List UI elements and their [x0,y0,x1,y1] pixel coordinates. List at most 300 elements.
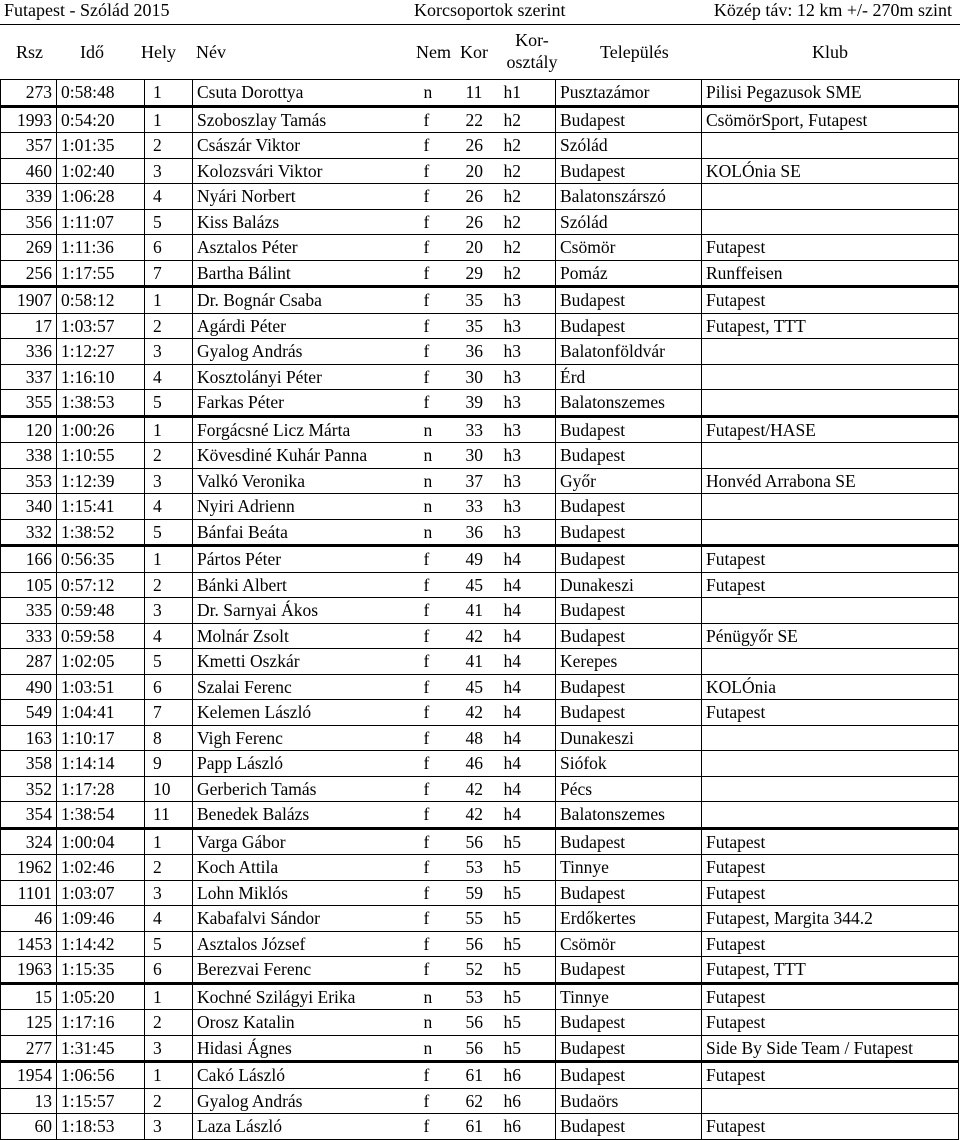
cell-sex: n [418,80,458,106]
cell-time: 0:59:58 [57,623,145,649]
cell-time: 1:02:40 [57,158,145,184]
cell-club: Futapest [702,700,959,726]
cell-place: 4 [145,906,193,932]
cell-club [702,209,959,235]
cell-place: 5 [145,931,193,957]
cell-place: 1 [145,983,193,1010]
cell-category: h4 [500,572,556,598]
cell-club [702,339,959,365]
cell-time: 1:09:46 [57,906,145,932]
cell-club: Futapest [702,1114,959,1140]
cell-category: h6 [500,1062,556,1089]
table-row [1,751,959,777]
cell-club: Futapest [702,1062,959,1089]
cell-age: 55 [458,906,500,932]
cell-club [702,390,959,417]
cell-age: 62 [458,1088,500,1114]
cell-sex: f [418,260,458,287]
cell-rsz: 125 [1,1010,57,1036]
cell-sex: f [418,674,458,700]
cell-rsz: 357 [1,133,57,159]
cell-name: Agárdi Péter [193,313,418,339]
cell-age: 42 [458,776,500,802]
table-row [1,133,959,159]
cell-club: Futapest [702,828,959,855]
cell-time: 1:11:36 [57,235,145,261]
cell-time: 0:56:35 [57,546,145,573]
cell-name: Dr. Bognár Csaba [193,287,418,314]
cell-age: 42 [458,700,500,726]
table-row [1,674,959,700]
cell-name: Forgácsné Licz Márta [193,416,418,443]
cell-sex: f [418,828,458,855]
cell-time: 1:38:54 [57,802,145,829]
cell-time: 1:15:35 [57,957,145,984]
cell-name: Benedek Balázs [193,802,418,829]
cell-name: Laza László [193,1114,418,1140]
cell-sex: f [418,931,458,957]
cell-sex: f [418,751,458,777]
cell-category: h6 [500,1088,556,1114]
cell-time: 1:03:51 [57,674,145,700]
cell-rsz: 269 [1,235,57,261]
cell-club: Futapest/HASE [702,416,959,443]
cell-category: h3 [500,443,556,469]
cell-sex: f [418,546,458,573]
cell-time: 1:04:41 [57,700,145,726]
table-row [1,468,959,494]
cell-club: Futapest [702,572,959,598]
cell-sex: n [418,494,458,520]
cell-name: Bánfai Beáta [193,519,418,546]
cell-rsz: 333 [1,623,57,649]
cell-place: 5 [145,519,193,546]
cell-age: 30 [458,364,500,390]
cell-town: Budapest [556,598,702,624]
cell-time: 1:17:16 [57,1010,145,1036]
cell-place: 6 [145,674,193,700]
cell-town: Pécs [556,776,702,802]
cell-rsz: 277 [1,1035,57,1062]
cell-name: Cakó László [193,1062,418,1089]
cell-place: 5 [145,649,193,675]
cell-time: 0:58:48 [57,80,145,106]
cell-club [702,725,959,751]
cell-rsz: 335 [1,598,57,624]
cell-rsz: 120 [1,416,57,443]
cell-town: Tinnye [556,855,702,881]
cell-club: Futapest, Margita 344.2 [702,906,959,932]
table-row [1,80,959,106]
cell-place: 1 [145,828,193,855]
cell-category: h5 [500,906,556,932]
cell-name: Gerberich Tamás [193,776,418,802]
cell-rsz: 1907 [1,287,57,314]
cell-time: 1:10:55 [57,443,145,469]
cell-place: 3 [145,158,193,184]
cell-time: 1:15:41 [57,494,145,520]
cell-category: h5 [500,880,556,906]
cell-rsz: 13 [1,1088,57,1114]
cell-age: 41 [458,598,500,624]
cell-club: Futapest, TTT [702,313,959,339]
cell-club [702,519,959,546]
cell-sex: f [418,572,458,598]
cell-age: 42 [458,623,500,649]
cell-name: Kochné Szilágyi Erika [193,983,418,1010]
sort-title: Korcsoportok szerint [414,0,566,20]
cell-time: 0:58:12 [57,287,145,314]
cell-town: Budapest [556,828,702,855]
cell-town: Budapest [556,106,702,133]
cell-place: 7 [145,260,193,287]
cell-town: Budapest [556,700,702,726]
cell-age: 46 [458,751,500,777]
cell-sex: f [418,906,458,932]
cell-age: 42 [458,802,500,829]
cell-time: 1:38:52 [57,519,145,546]
cell-club: Futapest [702,546,959,573]
col-header-klub: Klub [812,42,848,62]
cell-category: h2 [500,158,556,184]
cell-sex: f [418,649,458,675]
cell-name: Kmetti Oszkár [193,649,418,675]
cell-name: Szalai Ferenc [193,674,418,700]
cell-name: Berezvai Ferenc [193,957,418,984]
cell-name: Csuta Dorottya [193,80,418,106]
cell-age: 30 [458,443,500,469]
col-header-nem: Nem [416,42,451,62]
cell-club [702,649,959,675]
table-row [1,390,959,417]
cell-place: 2 [145,855,193,881]
cell-name: Valkó Veronika [193,468,418,494]
cell-town: Dunakeszi [556,572,702,598]
cell-club: Futapest [702,287,959,314]
results-table [0,80,959,1140]
cell-sex: n [418,519,458,546]
table-row [1,209,959,235]
cell-age: 56 [458,1035,500,1062]
cell-age: 36 [458,339,500,365]
cell-category: h5 [500,983,556,1010]
cell-time: 1:31:45 [57,1035,145,1062]
table-row [1,776,959,802]
cell-town: Balatonföldvár [556,339,702,365]
col-header-telepules: Település [600,42,669,62]
cell-age: 37 [458,468,500,494]
cell-age: 56 [458,1010,500,1036]
cell-rsz: 287 [1,649,57,675]
table-row [1,802,959,829]
table-row [1,725,959,751]
cell-town: Érd [556,364,702,390]
cell-name: Dr. Sarnyai Ákos [193,598,418,624]
cell-rsz: 356 [1,209,57,235]
cell-place: 10 [145,776,193,802]
cell-sex: f [418,623,458,649]
cell-club: Side By Side Team / Futapest [702,1035,959,1062]
cell-time: 1:00:26 [57,416,145,443]
cell-club: Futapest [702,235,959,261]
table-row [1,1035,959,1062]
cell-place: 1 [145,546,193,573]
cell-club: CsömörSport, Futapest [702,106,959,133]
cell-category: h4 [500,776,556,802]
cell-age: 26 [458,184,500,210]
cell-age: 49 [458,546,500,573]
cell-name: Koch Attila [193,855,418,881]
cell-age: 52 [458,957,500,984]
cell-sex: f [418,725,458,751]
cell-club: KOLÓnia SE [702,158,959,184]
cell-age: 35 [458,313,500,339]
cell-club [702,598,959,624]
cell-town: Győr [556,468,702,494]
cell-rsz: 358 [1,751,57,777]
cell-category: h6 [500,1114,556,1140]
cell-name: Kosztolányi Péter [193,364,418,390]
cell-category: h3 [500,519,556,546]
cell-sex: n [418,1035,458,1062]
cell-sex: f [418,364,458,390]
cell-age: 35 [458,287,500,314]
cell-category: h5 [500,957,556,984]
cell-age: 26 [458,209,500,235]
cell-name: Szoboszlay Tamás [193,106,418,133]
cell-category: h5 [500,1035,556,1062]
cell-time: 1:12:39 [57,468,145,494]
cell-category: h4 [500,802,556,829]
cell-age: 41 [458,649,500,675]
cell-age: 20 [458,235,500,261]
cell-time: 1:14:42 [57,931,145,957]
cell-age: 59 [458,880,500,906]
cell-time: 1:03:07 [57,880,145,906]
cell-town: Dunakeszi [556,725,702,751]
table-row [1,546,959,573]
cell-category: h4 [500,649,556,675]
cell-town: Budapest [556,1010,702,1036]
cell-time: 1:05:20 [57,983,145,1010]
cell-town: Csömör [556,235,702,261]
cell-rsz: 256 [1,260,57,287]
column-header-row [0,24,960,80]
cell-club: KOLÓnia [702,674,959,700]
cell-town: Budapest [556,443,702,469]
cell-age: 45 [458,572,500,598]
cell-club [702,802,959,829]
table-row [1,416,959,443]
cell-rsz: 46 [1,906,57,932]
cell-sex: n [418,468,458,494]
cell-rsz: 460 [1,158,57,184]
cell-town: Balatonszemes [556,802,702,829]
cell-name: Varga Gábor [193,828,418,855]
cell-time: 1:10:17 [57,725,145,751]
cell-sex: f [418,776,458,802]
cell-town: Balatonszemes [556,390,702,417]
cell-time: 0:59:48 [57,598,145,624]
cell-rsz: 273 [1,80,57,106]
cell-name: Orosz Katalin [193,1010,418,1036]
table-row [1,957,959,984]
cell-rsz: 1954 [1,1062,57,1089]
table-row [1,1088,959,1114]
table-row [1,623,959,649]
cell-category: h3 [500,287,556,314]
cell-sex: f [418,700,458,726]
table-row [1,598,959,624]
cell-rsz: 60 [1,1114,57,1140]
cell-category: h4 [500,598,556,624]
cell-sex: f [418,158,458,184]
cell-town: Budapest [556,1062,702,1089]
cell-town: Budaörs [556,1088,702,1114]
cell-town: Kerepes [556,649,702,675]
cell-category: h4 [500,674,556,700]
cell-rsz: 1101 [1,880,57,906]
cell-club: Honvéd Arrabona SE [702,468,959,494]
cell-town: Budapest [556,1035,702,1062]
cell-town: Budapest [556,880,702,906]
cell-sex: n [418,1010,458,1036]
cell-category: h2 [500,133,556,159]
table-row [1,828,959,855]
cell-age: 53 [458,855,500,881]
cell-time: 1:17:28 [57,776,145,802]
table-row [1,519,959,546]
cell-category: h5 [500,855,556,881]
table-row [1,1114,959,1140]
cell-category: h4 [500,623,556,649]
cell-sex: f [418,598,458,624]
cell-sex: n [418,416,458,443]
table-row [1,983,959,1010]
cell-age: 20 [458,158,500,184]
cell-sex: f [418,957,458,984]
col-header-rsz: Rsz [16,42,43,62]
cell-place: 9 [145,751,193,777]
cell-age: 56 [458,828,500,855]
cell-category: h1 [500,80,556,106]
cell-town: Tinnye [556,983,702,1010]
cell-age: 33 [458,416,500,443]
cell-category: h3 [500,313,556,339]
cell-rsz: 352 [1,776,57,802]
cell-category: h3 [500,364,556,390]
cell-place: 4 [145,494,193,520]
cell-age: 48 [458,725,500,751]
cell-town: Budapest [556,1114,702,1140]
cell-name: Bartha Bálint [193,260,418,287]
cell-time: 1:12:27 [57,339,145,365]
cell-category: h2 [500,106,556,133]
cell-category: h3 [500,416,556,443]
cell-rsz: 166 [1,546,57,573]
cell-town: Pusztazámor [556,80,702,106]
table-row [1,931,959,957]
cell-town: Budapest [556,416,702,443]
cell-place: 6 [145,957,193,984]
cell-club: Futapest [702,931,959,957]
table-row [1,287,959,314]
cell-club [702,133,959,159]
cell-time: 1:06:28 [57,184,145,210]
cell-club: Futapest [702,880,959,906]
cell-name: Kolozsvári Viktor [193,158,418,184]
cell-age: 53 [458,983,500,1010]
table-row [1,572,959,598]
cell-age: 45 [458,674,500,700]
cell-name: Nyiri Adrienn [193,494,418,520]
cell-town: Budapest [556,519,702,546]
cell-sex: f [418,855,458,881]
cell-sex: f [418,1114,458,1140]
cell-time: 1:00:04 [57,828,145,855]
cell-place: 4 [145,623,193,649]
cell-club [702,751,959,777]
cell-place: 7 [145,700,193,726]
cell-category: h2 [500,260,556,287]
cell-rsz: 1962 [1,855,57,881]
distance-title: Közép táv: 12 km +/- 270m szint [713,0,952,20]
cell-name: Hidasi Ágnes [193,1035,418,1062]
cell-sex: f [418,133,458,159]
cell-club: Futapest [702,1010,959,1036]
cell-town: Csömör [556,931,702,957]
cell-time: 1:17:55 [57,260,145,287]
cell-name: Lohn Miklós [193,880,418,906]
table-row [1,700,959,726]
cell-place: 3 [145,1114,193,1140]
cell-place: 2 [145,133,193,159]
cell-category: h4 [500,725,556,751]
cell-club: Pénügyőr SE [702,623,959,649]
cell-age: 29 [458,260,500,287]
table-row [1,260,959,287]
cell-place: 4 [145,184,193,210]
cell-rsz: 549 [1,700,57,726]
results-body [1,80,959,1139]
cell-club [702,364,959,390]
cell-time: 1:02:05 [57,649,145,675]
cell-place: 2 [145,572,193,598]
cell-category: h4 [500,751,556,777]
cell-name: Kabafalvi Sándor [193,906,418,932]
cell-town: Budapest [556,623,702,649]
cell-place: 8 [145,725,193,751]
cell-time: 1:06:56 [57,1062,145,1089]
cell-name: Kiss Balázs [193,209,418,235]
cell-rsz: 354 [1,802,57,829]
cell-sex: n [418,443,458,469]
table-row [1,494,959,520]
table-row [1,649,959,675]
cell-category: h5 [500,828,556,855]
cell-category: h4 [500,700,556,726]
cell-town: Balatonszárszó [556,184,702,210]
cell-rsz: 337 [1,364,57,390]
cell-town: Szólád [556,209,702,235]
cell-name: Farkas Péter [193,390,418,417]
table-row [1,364,959,390]
cell-age: 33 [458,494,500,520]
cell-sex: f [418,209,458,235]
cell-town: Budapest [556,494,702,520]
cell-rsz: 332 [1,519,57,546]
cell-name: Gyalog András [193,1088,418,1114]
